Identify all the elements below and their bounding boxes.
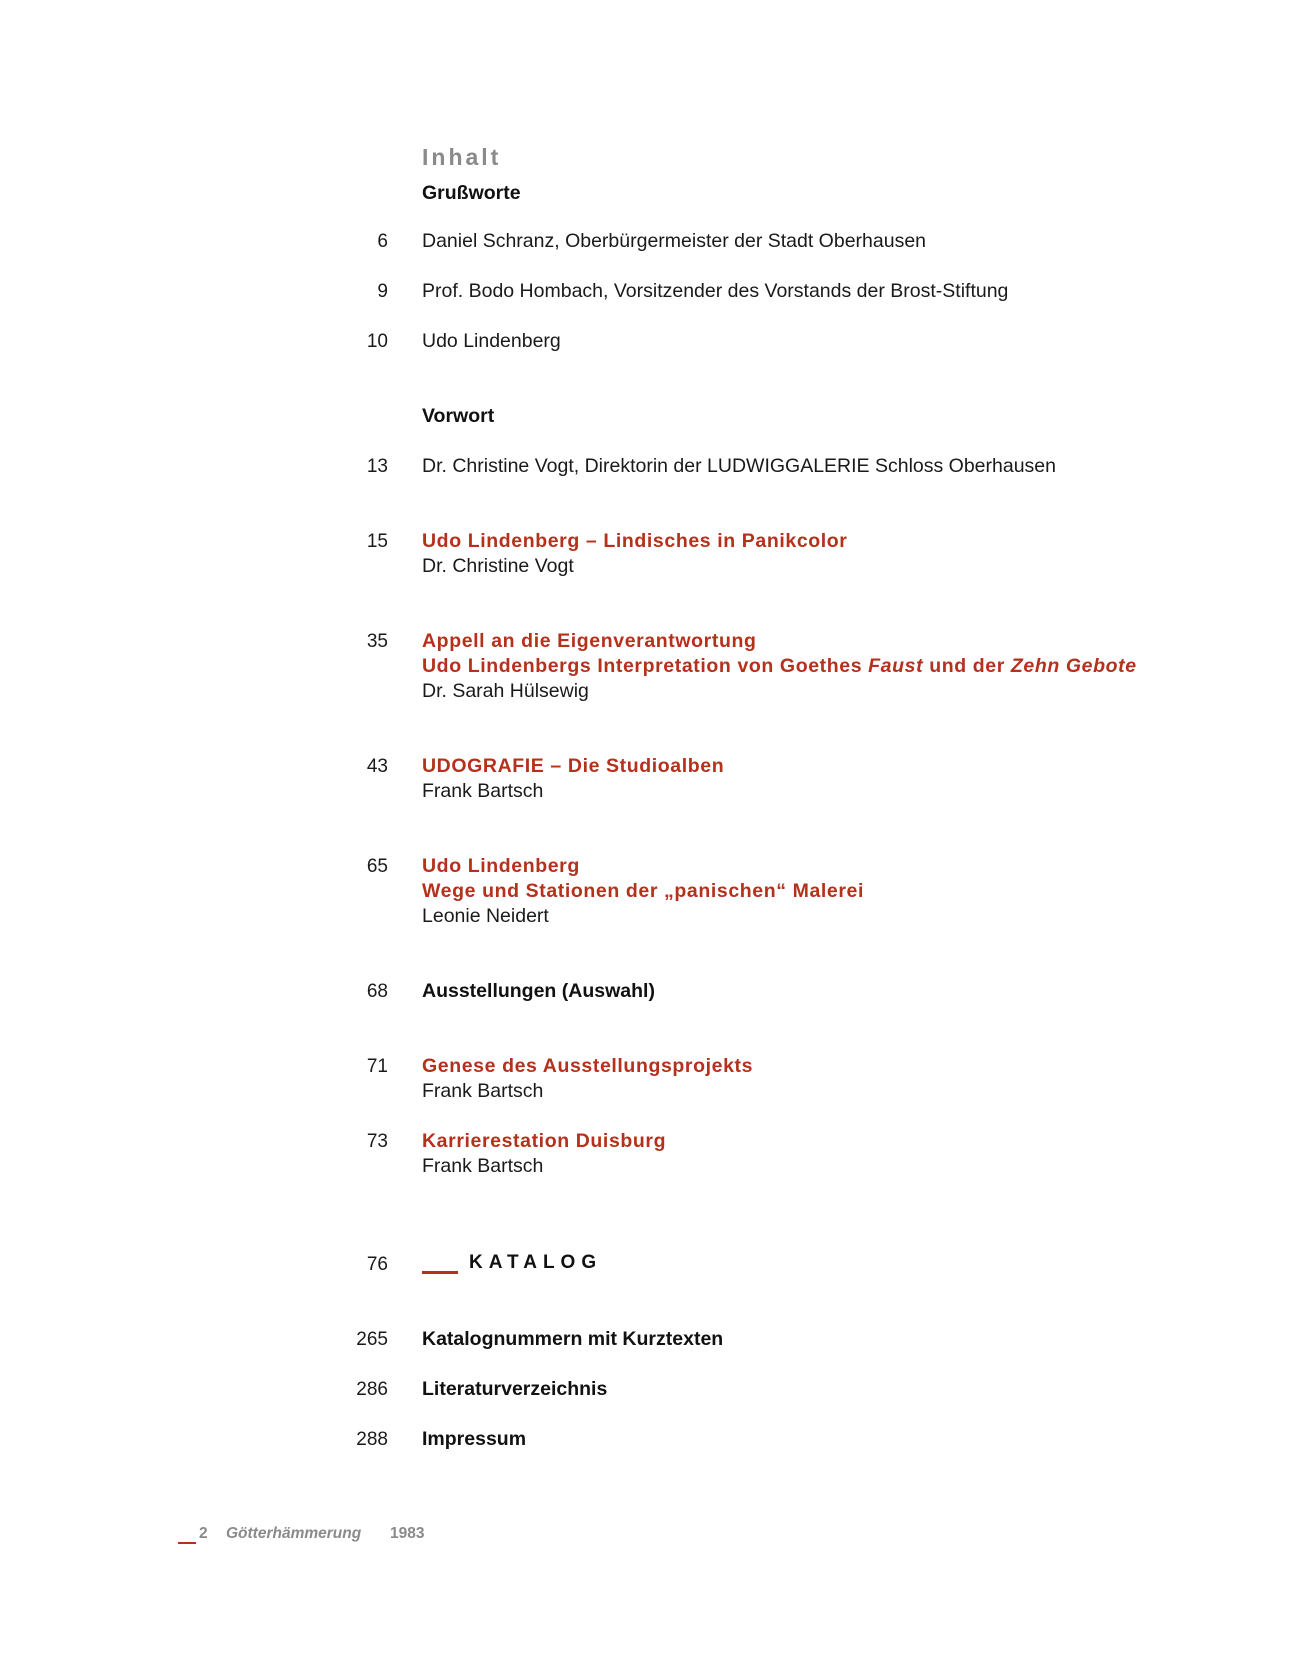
toc-entry-text: Ausstellungen (Auswahl): [422, 980, 655, 1002]
katalog-heading: KATALOG: [469, 1252, 603, 1273]
toc-page-number: 288: [356, 1429, 388, 1450]
page-title: Inhalt: [422, 144, 502, 170]
toc-entry-title: Karrierestation Duisburg: [422, 1130, 667, 1152]
section-heading-vorwort: Vorwort: [422, 405, 495, 427]
toc-entry-title: UDOGRAFIE – Die Studioalben: [422, 755, 725, 777]
toc-page-number: 265: [356, 1329, 388, 1350]
toc-page-number: 76: [366, 1254, 388, 1275]
toc-entry-text: Dr. Christine Vogt, Direktorin der LUDWIGGALERIE Schloss Oberhausen: [422, 455, 1056, 477]
toc-page-number: 13: [366, 456, 388, 477]
toc-entry-text: Katalognummern mit Kurztexten: [422, 1328, 724, 1350]
footer-page-number: 2: [199, 1525, 208, 1542]
toc-entry-text: Udo Lindenberg: [422, 330, 561, 352]
toc-page-number: 15: [366, 531, 388, 552]
toc-entry-title: Appell an die Eigenverantwortung: [422, 630, 757, 652]
toc-entry-text: Prof. Bodo Hombach, Vorsitzender des Vorstands der Brost-Stiftung: [422, 280, 1009, 302]
toc-entry-title: Udo Lindenberg – Lindisches in Panikcolor: [422, 530, 848, 552]
toc-page-number: 65: [366, 856, 388, 877]
toc-page-number: 286: [356, 1379, 388, 1400]
toc-entry-text: Literaturverzeichnis: [422, 1378, 608, 1400]
toc-page-number: 43: [366, 756, 388, 777]
toc-entry-author: Leonie Neidert: [422, 905, 549, 927]
toc-entry-author: Frank Bartsch: [422, 780, 544, 802]
toc-entry-text: Impressum: [422, 1428, 527, 1450]
toc-entry-author: Frank Bartsch: [422, 1080, 544, 1102]
toc-entry-author: Dr. Sarah Hülsewig: [422, 680, 589, 702]
toc-entry-author: Dr. Christine Vogt: [422, 555, 574, 577]
toc-page-number: 35: [366, 631, 388, 652]
toc-page-number: 10: [366, 331, 388, 352]
footer-book-title: Götterhämmerung: [226, 1525, 362, 1542]
toc-entry-subtitle: Udo Lindenbergs Interpretation von Goethes Faust und der Zehn Gebote: [422, 655, 1137, 677]
toc-page-number: 71: [366, 1056, 388, 1077]
section-heading-grussworte: Grußworte: [422, 182, 521, 204]
toc-page-number: 6: [377, 231, 388, 252]
toc-page-number: 73: [366, 1131, 388, 1152]
toc-entry-title: Genese des Ausstellungsprojekts: [422, 1055, 754, 1077]
toc-entry-author: Frank Bartsch: [422, 1155, 544, 1177]
toc-entry-title: Udo Lindenberg: [422, 855, 580, 877]
toc-page-number: 9: [377, 281, 388, 302]
toc-page-number: 68: [366, 981, 388, 1002]
footer-accent-line: [178, 1542, 196, 1544]
toc-entry-subtitle: Wege und Stationen der „panischen“ Malerei: [422, 880, 865, 902]
footer-year: 1983: [390, 1525, 425, 1542]
katalog-accent-line: [422, 1271, 458, 1274]
toc-entry-text: Daniel Schranz, Oberbürgermeister der Stadt Oberhausen: [422, 230, 927, 252]
